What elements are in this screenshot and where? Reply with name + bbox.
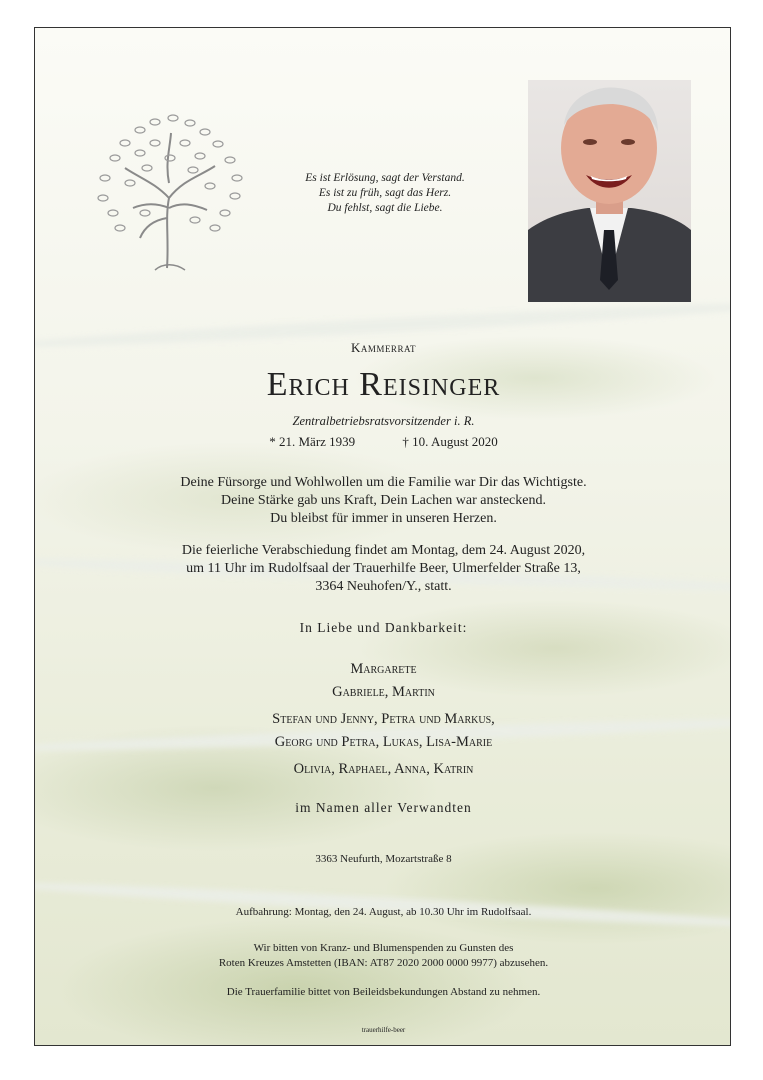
obituary-card [34,27,731,1046]
tribute-line: Deine Fürsorge und Wohlwollen um die Familie war Dir das Wichtigste. [180,475,587,490]
mourner-row: Gabriele, Martin [332,684,435,700]
donation-line: Roten Kreuzes Amstetten (IBAN: AT87 2020 2000 0000 9977) abzusehen. [218,957,549,969]
viewing-notice: Aufbahrung: Montag, den 24. August, ab 10.30 Uhr im Rudolfsaal. [235,906,532,918]
ceremony-line: 3364 Neuhofen/Y., statt. [315,579,452,594]
family-address: 3363 Neufurth, Mozartstraße 8 [315,853,452,865]
death-date: † 10. August 2020 [402,434,498,449]
ceremony-line: um 11 Uhr im Rudolfsaal der Trauerhilfe Beer, Ulmerfelder Straße 13, [186,561,581,576]
mourner-row: Margarete [350,661,417,677]
quote-block [235,171,535,216]
quote-line: Es ist Erlösung, sagt der Verstand. [305,172,465,184]
mourners-outro: im Namen aller Verwandten [295,800,472,815]
tree-icon [85,108,255,273]
tribute-line: Du bleibst für immer in unseren Herzen. [270,511,497,526]
deceased-name: Erich Reisinger [266,366,501,403]
birth-date: * 21. März 1939 [269,434,356,449]
ceremony-line: Die feierliche Verabschiedung findet am Montag, dem 24. August 2020, [181,543,586,558]
portrait-photo [528,80,691,302]
mourner-row: Olivia, Raphael, Anna, Katrin [293,761,474,777]
donation-line: Wir bitten von Kranz- und Blumenspenden zu Gunsten des [253,942,514,954]
tribute-line: Deine Stärke gab uns Kraft, Dein Lachen war ansteckend. [221,493,546,508]
condolence-notice: Die Trauerfamilie bittet von Beileidsbekundungen Abstand zu nehmen. [226,986,541,998]
mourners-list [35,658,731,781]
occupation: Zentralbetriebsratsvorsitzender i. R. [292,414,475,428]
quote-line: Du fehlst, sagt die Liebe. [327,202,443,214]
quote-line: Es ist zu früh, sagt das Herz. [318,187,452,199]
mourners-intro: In Liebe und Dankbarkeit: [299,620,468,635]
mourner-row: Stefan und Jenny, Petra und Markus, [272,711,495,727]
ceremony-text [35,542,731,596]
honorary-title: Kammerrat [351,340,416,355]
donation-notice [35,941,731,971]
life-dates [35,434,731,450]
tribute-text [35,474,731,528]
mourner-row: Georg und Petra, Lukas, Lisa-Marie [274,734,493,750]
funeral-home-credit: trauerhilfe-beer [361,1026,406,1034]
